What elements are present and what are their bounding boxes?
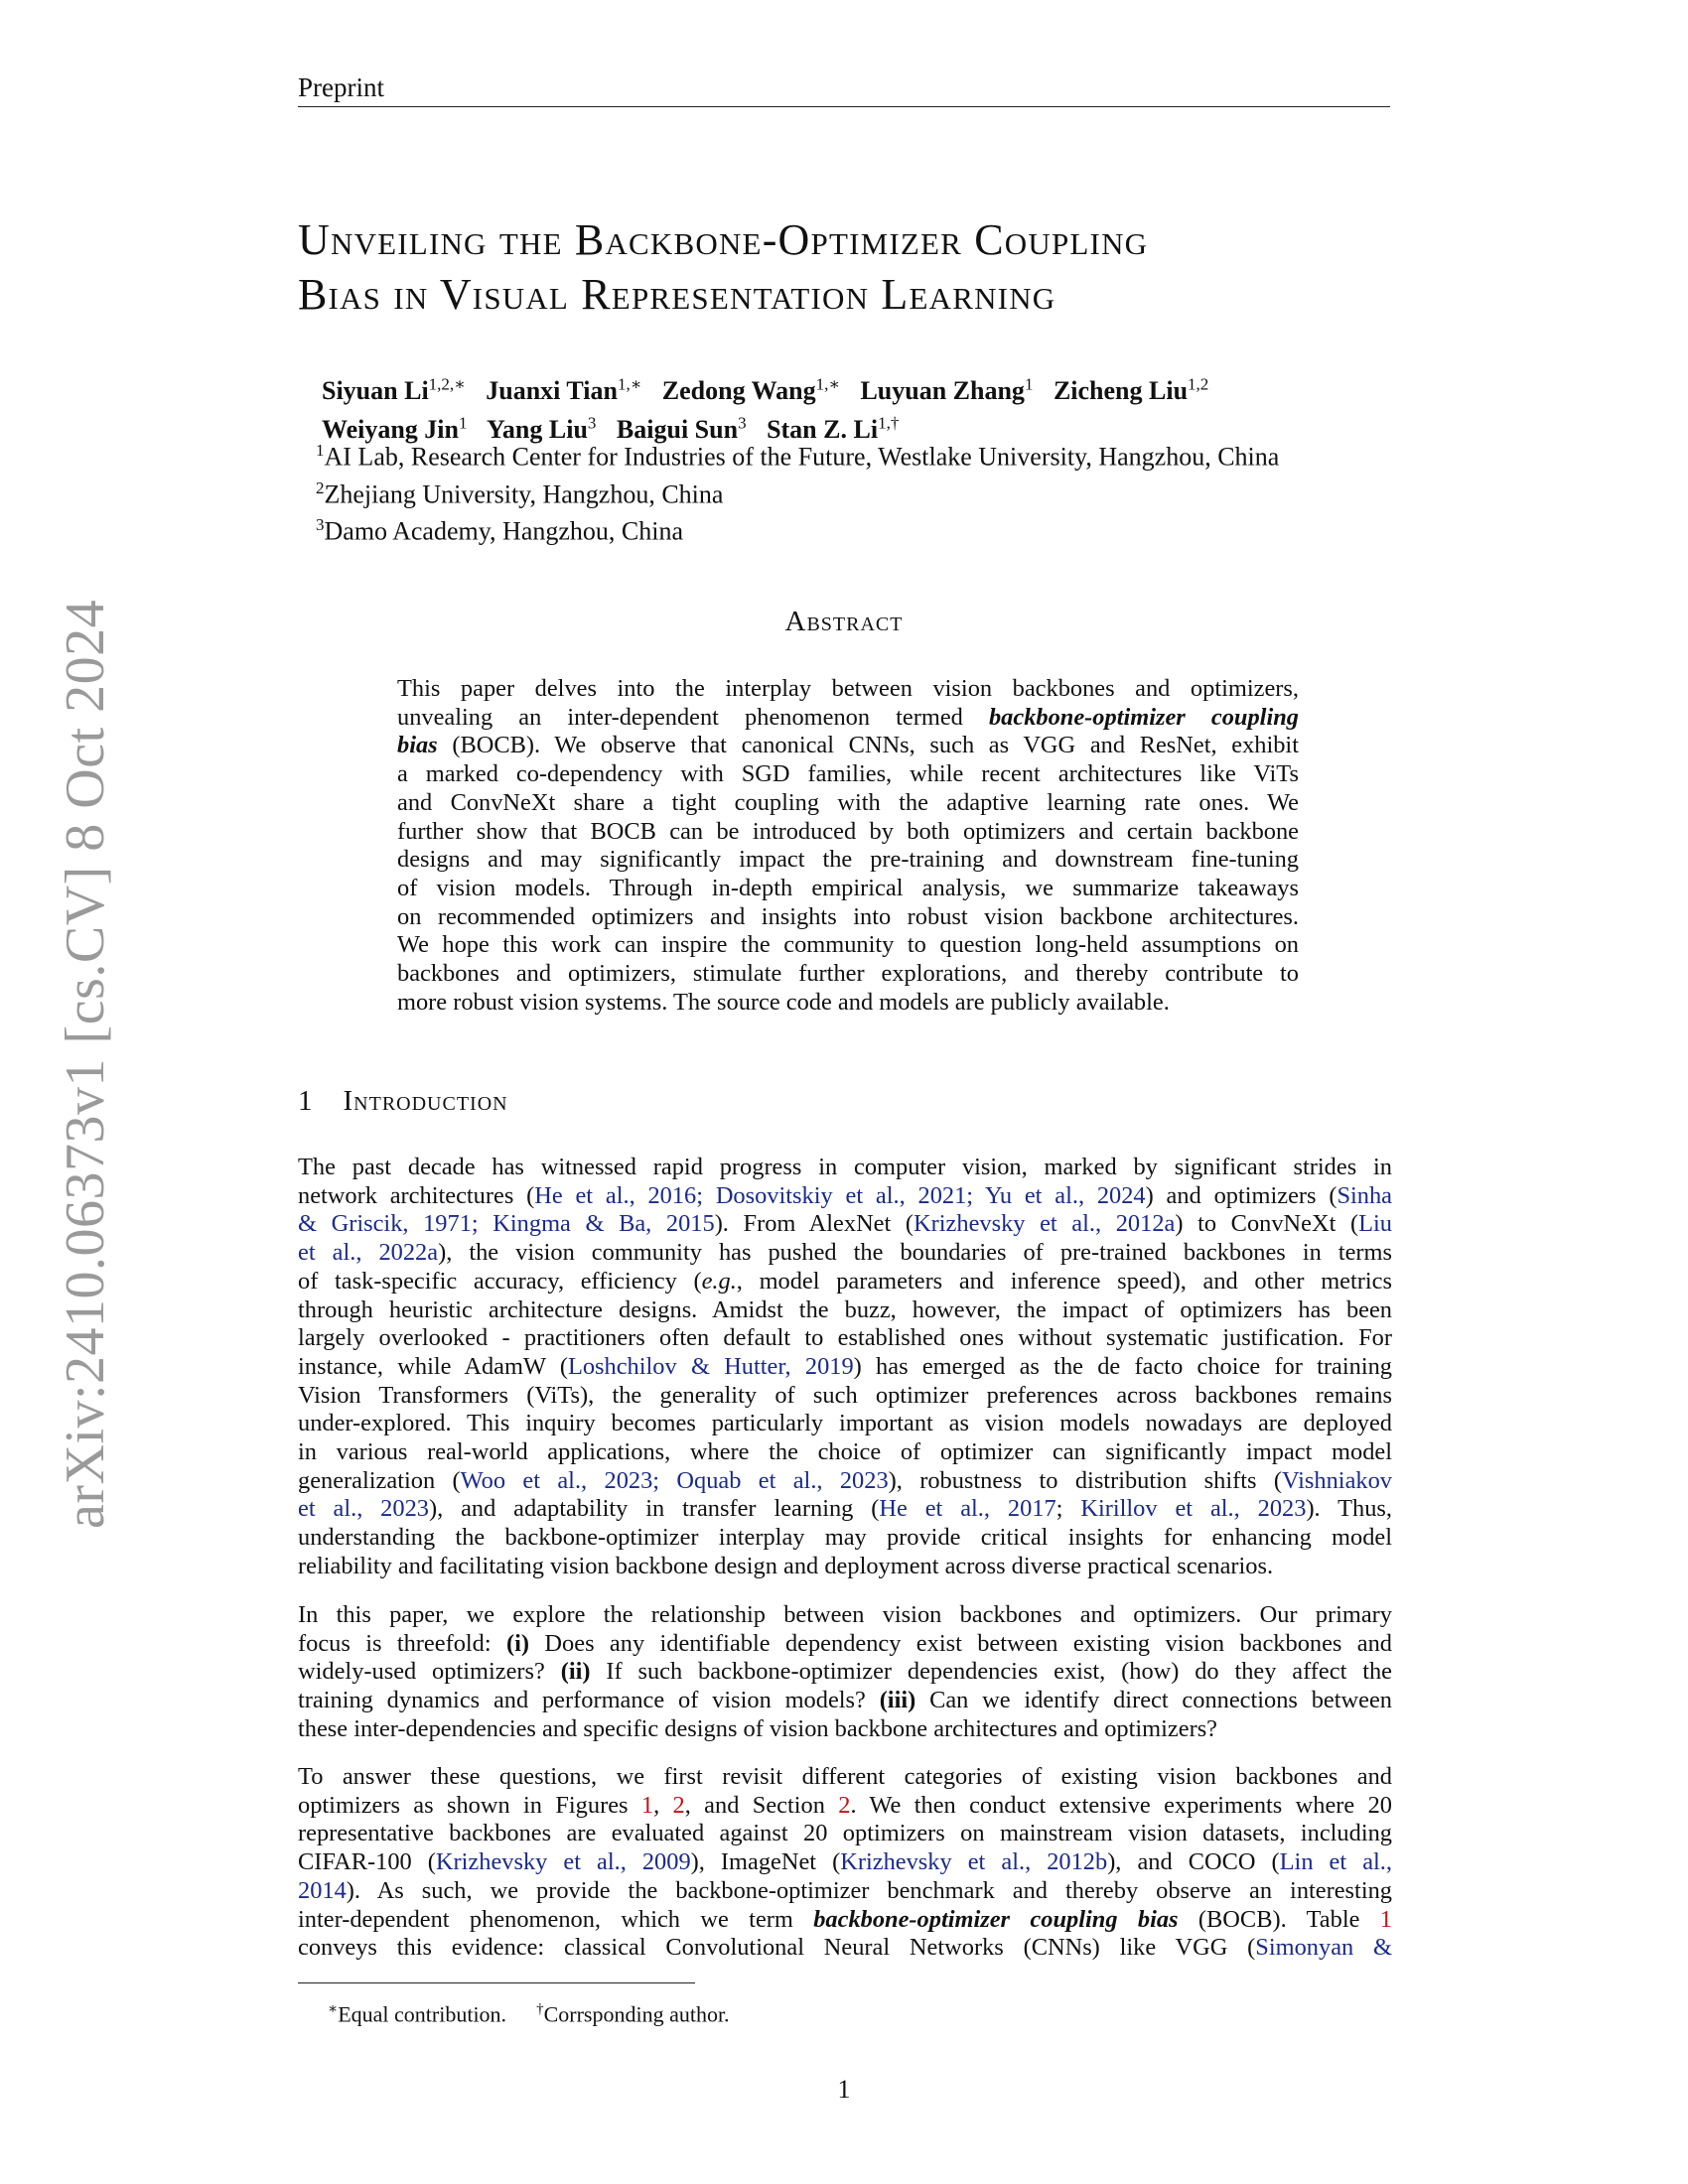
citation-link[interactable]: Simonyan & [1255, 1934, 1392, 1962]
abstract-body [397, 675, 1299, 1017]
author: Weiyang Jin$^1$ [322, 413, 468, 445]
running-header: Preprint [298, 72, 384, 102]
citation-link[interactable]: Lin et al., [1279, 1848, 1392, 1876]
citation-link[interactable]: et al., 2023 [298, 1495, 429, 1523]
title-line-2: Bias in Visual Representation Learning [298, 270, 1056, 319]
author: Yang Liu$^3$ [487, 413, 597, 445]
arxiv-identifier-stamp: arXiv:2410.06373v1 [cs.CV] 8 Oct 2024 [55, 599, 116, 1529]
citation-link[interactable]: Sinha [1336, 1181, 1393, 1209]
table-ref-link[interactable]: 1 [1379, 1905, 1392, 1933]
intro-paragraph-2: In this paper, we explore the relationship between vision backbones and optimizers. Our primary focus is threefold: (i) Does any identifiable dependency exist between existing vision backbones and widely-used optimizers? (ii) If such backbone-optimizer dependencies exist, (how) do they affect the training dynamics and performance of vision models? (iii) Can we identify direct connections between these inter-dependencies and specific designs of vision backbone architectures and optimizers? [298, 1601, 1392, 1742]
abstract-line: and ConvNeXt share a tight coupling with the adaptive learning rate ones. We [397, 788, 1299, 816]
paper-title [298, 212, 1410, 322]
citation-link[interactable]: Kirillov et al., 2023 [1080, 1495, 1307, 1523]
page-number: 1 [837, 2075, 851, 2104]
citation-link[interactable]: Loshchilov & Hutter, 2019 [567, 1352, 854, 1380]
title-line-1: Unveiling the Backbone-Optimizer Coupling [298, 215, 1149, 264]
abstract-line: of vision models. Through in-depth empirical analysis, we summarize takeaways [397, 874, 1299, 901]
section-title: Introduction [343, 1085, 508, 1117]
abstract-line: a marked co-dependency with SGD families, while recent architectures like ViTs [397, 760, 1299, 788]
citation-link[interactable]: Krizhevsky et al., 2009 [435, 1848, 691, 1876]
abstract-line: designs and may significantly impact the pre-training and downstream fine-tuning [397, 846, 1299, 874]
citation-link[interactable]: He et al., 2016; Dosovitskiy et al., 2021; Yu et al., 2024 [534, 1181, 1146, 1209]
author: Zicheng Liu$^{1,2}$ [1053, 374, 1209, 405]
author: Siyuan $Li^{1,2,∗}$ [322, 374, 466, 405]
intro-paragraph-3: To answer these questions, we first revisit different categories of existing vision backbones and optimizers as shown in Figures 1, 2, and Section 2. We then conduct extensive experiments where 20 representative backbones are evaluated against 20 optimizers on mainstream vision datasets, including CIFAR-100 (Krizhevsky et al., 2009), ImageNet (Krizhevsky et al., 2012b), and COCO (Lin et al., 2014). As such, we provide the backbone-optimizer benchmark and thereby observe an interesting inter-dependent phenomenon, which we term backbone-optimizer coupling bias (BOCB). Table 1 conveys this evidence: classical Convolutional Neural Networks (CNNs) like VGG (Simonyan & [298, 1763, 1392, 1962]
section-number: 1 [298, 1085, 314, 1117]
abstract-line: This paper delves into the interplay between vision backbones and optimizers, [397, 675, 1299, 702]
citation-link[interactable]: Krizhevsky et al., 2012a [914, 1210, 1176, 1238]
abstract-line: on recommended optimizers and insights into robust vision backbone architectures. [397, 902, 1299, 930]
citation-link[interactable]: Krizhevsky et al., 2012b [840, 1848, 1108, 1876]
abstract-line: unvealing an inter-dependent phenomenon termed backbone-optimizer coupling [397, 703, 1299, 731]
citation-link[interactable]: & Griscik, 1971; Kingma & Ba, 2015 [298, 1210, 715, 1238]
bocb-term: backbone-optimizer coupling bias [813, 1905, 1179, 1933]
citation-link[interactable]: Woo et al., 2023; Oquab et al., 2023 [460, 1466, 889, 1494]
bocb-term: backbone-optimizer coupling [988, 703, 1299, 731]
abstract-line: more robust vision systems. The source code and models are publicly available. [397, 988, 1170, 1016]
author: Baigui Sun$^3$ [616, 413, 747, 445]
affiliation: $^2$Zhejiang University, Hangzhou, China [316, 478, 724, 509]
figure-ref-link[interactable]: 2 [672, 1791, 685, 1819]
section-heading-introduction [298, 1085, 508, 1118]
citation-link[interactable]: He et al., 2017 [879, 1495, 1056, 1523]
affiliation-list [316, 435, 1279, 547]
author: Luyuan Zhang$^1$ [860, 374, 1034, 405]
author: Juanxi Tian$^{1,∗}$ [486, 374, 642, 405]
abstract-line: further show that BOCB can be introduced by both optimizers and certain backbone [397, 817, 1299, 845]
affiliation: $^1$AI Lab, Research Center for Industries of the Future, Westlake University, Hangzhou, China [316, 441, 1280, 472]
figure-ref-link[interactable]: 1 [640, 1791, 654, 1819]
header-rule [298, 106, 1390, 107]
footnote: ∗Equal contribution. †Corrsponding author. [328, 2001, 730, 2027]
citation-link[interactable]: et al., 2022a [298, 1239, 439, 1267]
abstract-line: We hope this work can inspire the community to question long-held assumptions on [397, 931, 1299, 959]
author-row-1 [322, 367, 1222, 407]
author: Zedong Wang$^{1,∗}$ [661, 374, 840, 405]
citation-link[interactable]: Vishniakov [1281, 1466, 1392, 1494]
citation-link[interactable]: Liu [1358, 1210, 1392, 1238]
affiliation: $^3$Damo Academy, Hangzhou, China [316, 515, 683, 546]
footnote-rule [298, 1982, 695, 1983]
abstract-heading: Abstract [784, 606, 904, 637]
intro-paragraph-1: The past decade has witnessed rapid progress in computer vision, marked by significant strides in network architectures (He et al., 2016; Dosovitskiy et al., 2021; Yu et al., 2024) and optimizers (Sinha & Griscik, 1971; Kingma & Ba, 2015). From AlexNet (Krizhevsky et al., 2012a) to ConvNeXt (Liu et al., 2022a), the vision community has pushed the boundaries of pre-trained backbones in terms of task-specific accuracy, efficiency (e.g., model parameters and inference speed), and other metrics through heuristic architecture designs. Amidst the buzz, however, the impact of optimizers has been largely overlooked - practitioners often default to established ones without systematic justification. For instance, while AdamW (Loshchilov & Hutter, 2019) has emerged as the de facto choice for training Vision Transformers (ViTs), the generality of such optimizer preferences across backbones remains under-explored. This inquiry becomes particularly important as vision models nowadays are deployed in various real-world applications, where the choice of optimizer can significantly impact model generalization (Woo et al., 2023; Oquab et al., 2023), robustness to distribution shifts (Vishniakov et al., 2023), and adaptability in transfer learning (He et al., 2017; Kirillov et al., 2023). Thus, understanding the backbone-optimizer interplay may provide critical insights for enhancing model reliability and facilitating vision backbone design and deployment across diverse practical scenarios. [298, 1154, 1393, 1579]
author: Stan Z. $Li^{1,\dagger}$ [767, 413, 900, 445]
bocb-term: bias [397, 732, 438, 759]
section-ref-link[interactable]: 2 [838, 1791, 851, 1819]
abstract-line: bias (BOCB). We observe that canonical CNNs, such as VGG and ResNet, exhibit [397, 732, 1299, 759]
abstract-line: backbones and optimizers, stimulate further explorations, and thereby contribute to [397, 960, 1299, 988]
citation-link[interactable]: 2014 [298, 1876, 347, 1904]
